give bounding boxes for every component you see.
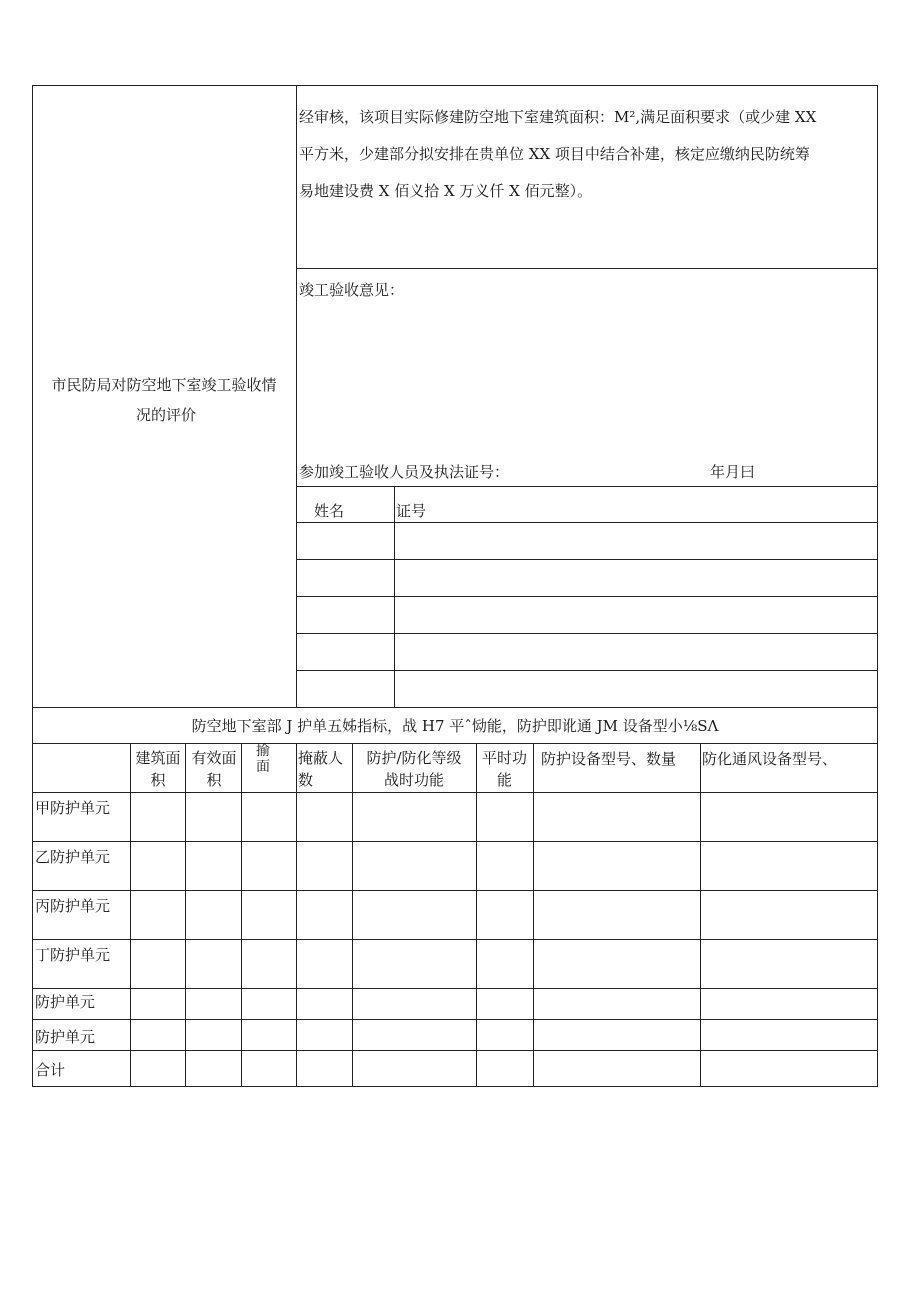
table-left-border bbox=[32, 85, 33, 1086]
indicators-column-divider bbox=[185, 743, 186, 1086]
header-building-area: 建筑面 积 bbox=[135, 749, 181, 789]
review-line: 易地建设费 X 佰义拾 X 万义仟 X 佰元整）。 bbox=[299, 182, 593, 200]
indicators-row-divider bbox=[32, 939, 878, 940]
indicators-header-bottom bbox=[32, 792, 878, 793]
participants-column-divider bbox=[394, 486, 395, 707]
date-label: 年月曰 bbox=[710, 463, 756, 481]
header-peacetime-function: 平时功 能 bbox=[481, 749, 527, 789]
review-section-divider bbox=[296, 268, 877, 269]
row-label-unit-b: 乙防护单元 bbox=[35, 848, 111, 866]
table-top-border bbox=[32, 85, 878, 86]
participants-row-divider bbox=[296, 670, 877, 671]
indicators-row-divider bbox=[32, 1050, 878, 1051]
header-effective-area: 有效面 积 bbox=[191, 749, 237, 789]
indicators-header-top bbox=[32, 743, 878, 744]
table-right-border bbox=[877, 85, 878, 1086]
participants-row-divider bbox=[296, 633, 877, 634]
row-label-unit-a: 甲防护单元 bbox=[35, 799, 111, 817]
participants-label: 参加竣工验收人员及执法证号： bbox=[299, 463, 510, 481]
review-line: 平方米，少建部分拟安排在贵单位 XX 项目中结合补建，核定应缴纳民防统筹 bbox=[299, 145, 810, 163]
row-label-total: 合计 bbox=[35, 1061, 66, 1079]
header-protection-grade: 防护/防化等级 战时功能 bbox=[366, 749, 462, 789]
evaluation-label-line1: 市民防局对防空地下室竣工验收情 bbox=[51, 376, 277, 394]
indicators-row-divider bbox=[32, 841, 878, 842]
header-protective-equipment: 防护设备型号、数量 bbox=[541, 750, 677, 768]
indicators-column-divider bbox=[130, 743, 131, 1086]
indicators-row-divider bbox=[32, 890, 878, 891]
indicators-column-divider bbox=[352, 743, 353, 1086]
row-label-unit: 防护单元 bbox=[35, 1028, 96, 1046]
indicators-section-top bbox=[32, 707, 878, 708]
table-bottom-border bbox=[32, 1086, 878, 1087]
indicators-row-divider bbox=[32, 1019, 878, 1020]
participants-row-divider bbox=[296, 522, 877, 523]
acceptance-opinion-label: 竣工验收意见： bbox=[299, 281, 405, 299]
evaluation-label-line2: 况的评价 bbox=[135, 406, 196, 424]
header-ventilation-equipment: 防化通风设备型号、 bbox=[702, 750, 838, 768]
row-label-unit: 防护单元 bbox=[35, 993, 96, 1011]
participants-header-cert: 证号 bbox=[396, 502, 427, 520]
indicators-column-divider bbox=[476, 743, 477, 1086]
indicators-row-divider bbox=[32, 988, 878, 989]
header-shelter-count: 掩蔽人 数 bbox=[298, 749, 344, 789]
review-paragraph bbox=[299, 99, 875, 210]
row-label-unit-d: 丁防护单元 bbox=[35, 946, 111, 964]
indicators-column-divider bbox=[533, 743, 534, 1086]
indicators-column-divider bbox=[296, 743, 297, 1086]
review-line: 经审核，该项目实际修建防空地下室建筑面积：M²,满足面积要求（或少建 XX bbox=[299, 108, 817, 126]
participants-row-divider bbox=[296, 596, 877, 597]
indicators-column-divider bbox=[241, 743, 242, 1086]
header-column-3: 揄 面 bbox=[256, 743, 270, 775]
label-column-divider bbox=[296, 85, 297, 707]
evaluation-label bbox=[32, 370, 296, 430]
participants-table-top bbox=[296, 486, 877, 487]
indicators-section-title: 防空地下室部 J 护单五姊指标，战 H7 平ˆ恸能，防护即讹通 JM 设备型小⅛SΛ bbox=[191, 717, 719, 735]
row-label-unit-c: 丙防护单元 bbox=[35, 897, 111, 915]
indicators-column-divider bbox=[700, 743, 701, 1086]
participants-row-divider bbox=[296, 559, 877, 560]
participants-header-name: 姓名 bbox=[314, 502, 345, 520]
